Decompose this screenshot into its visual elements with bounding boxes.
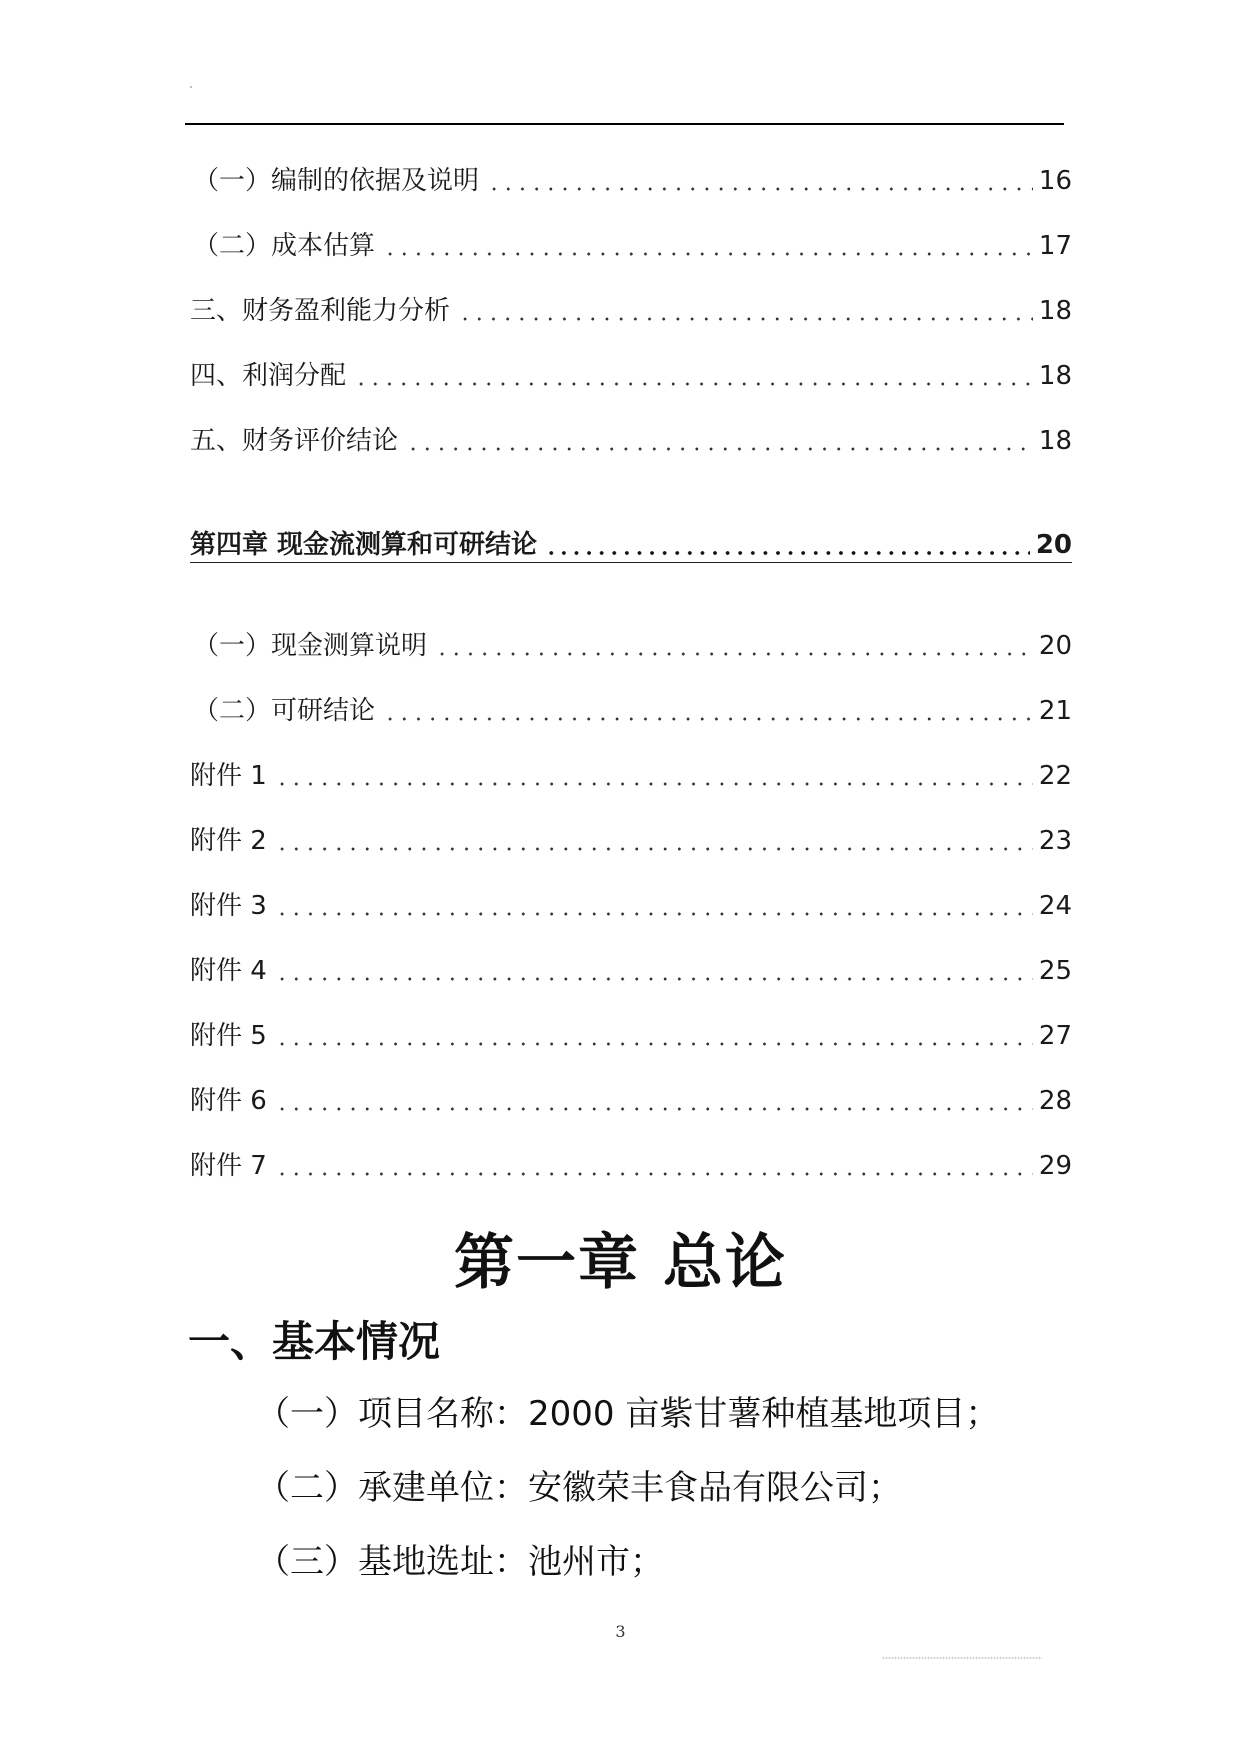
toc-entry[interactable] [190,759,1072,793]
toc-entry[interactable] [190,1084,1072,1118]
toc-dot-leader [275,1107,1033,1111]
toc-dot-leader [275,912,1033,916]
corner-mark [190,86,192,88]
toc-entry-page: 24 [1038,891,1072,921]
toc-dot-leader [275,847,1033,851]
toc-entry[interactable] [193,694,1072,728]
toc-dot-leader [406,447,1033,451]
toc-entry[interactable] [190,1149,1072,1183]
toc-dot-leader [383,252,1033,256]
toc-entry-page: 22 [1038,761,1072,791]
toc-entry[interactable] [190,954,1072,988]
toc-entry-label: 附件 6 [190,1086,267,1116]
toc-entry-label: 附件 1 [190,761,267,791]
toc-entry[interactable] [190,889,1072,923]
toc-entry-page: 29 [1038,1151,1072,1181]
body-paragraph: （二）承建单位：安徽荣丰食品有限公司； [256,1468,902,1508]
toc-entry-page: 28 [1038,1086,1072,1116]
toc-dot-leader [545,551,1030,555]
toc-entry-page: 20 [1035,530,1072,560]
page-number: 3 [615,1622,626,1641]
toc-dot-leader [458,317,1033,321]
body-paragraph: （三）基地选址：池州市； [256,1542,664,1582]
toc-entry-label: 附件 2 [190,826,267,856]
toc-dot-leader [435,652,1033,656]
toc-dot-leader [275,1042,1033,1046]
toc-entry[interactable] [190,1019,1072,1053]
toc-entry-label: 三、财务盈利能力分析 [190,296,451,326]
toc-dot-leader [354,382,1033,386]
toc-entry[interactable] [190,294,1072,328]
toc-entry-label: （二）可研结论 [193,696,376,726]
toc-dot-leader [275,977,1033,981]
toc-entry-page: 23 [1038,826,1072,856]
header-rule [185,123,1064,125]
toc-entry-label: 附件 7 [190,1151,267,1181]
toc-entry-label: （一）编制的依据及说明 [193,166,480,196]
toc-entry-page: 20 [1038,631,1072,661]
toc-entry[interactable] [190,824,1072,858]
toc-entry-label: 第四章 现金流测算和可研结论 [190,530,538,560]
toc-chapter-entry[interactable] [190,526,1072,563]
toc-entry-page: 21 [1038,696,1072,726]
toc-entry-label: （一）现金测算说明 [193,631,428,661]
body-paragraph: （一）项目名称：2000 亩紫甘薯种植基地项目； [256,1394,1000,1434]
toc-entry-label: 附件 5 [190,1021,267,1051]
section-title: 一、基本情况 [188,1317,441,1366]
toc-entry[interactable] [193,164,1072,198]
toc-entry-page: 18 [1038,361,1072,391]
toc-entry-page: 27 [1038,1021,1072,1051]
toc-dot-leader [275,782,1033,786]
toc-entry-label: 附件 4 [190,956,267,986]
toc-entry[interactable] [193,629,1072,663]
toc-dot-leader [275,1172,1033,1176]
toc-entry-label: （二）成本估算 [193,231,376,261]
toc-dot-leader [383,717,1033,721]
toc-entry-page: 16 [1038,166,1072,196]
chapter-title: 第一章 总论 [454,1228,787,1298]
toc-entry-label: 附件 3 [190,891,267,921]
toc-entry-page: 18 [1038,296,1072,326]
toc-entry-page: 18 [1038,426,1072,456]
footer-mark [882,1657,1042,1659]
toc-entry-label: 五、财务评价结论 [190,426,399,456]
toc-dot-leader [487,187,1033,191]
toc-entry-page: 25 [1038,956,1072,986]
toc-entry[interactable] [190,424,1072,458]
toc-entry[interactable] [193,229,1072,263]
toc-entry-page: 17 [1038,231,1072,261]
toc-entry[interactable] [190,359,1072,393]
toc-entry-label: 四、利润分配 [190,361,347,391]
